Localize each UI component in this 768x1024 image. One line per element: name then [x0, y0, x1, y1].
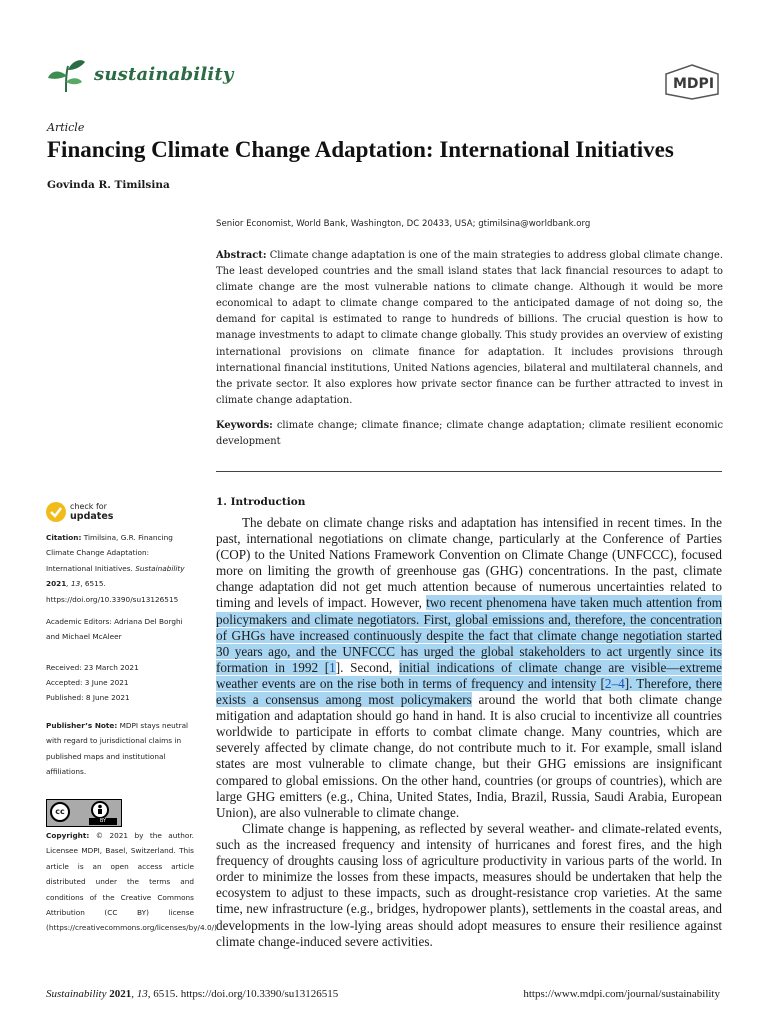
journal-logo-icon [46, 56, 86, 96]
citation-journal: Sustainability [135, 563, 185, 573]
received-date: Received: 23 March 2021 [46, 663, 139, 672]
publisher-note-text: MDPI stays neutral with regard to jurisdictional claims in published maps and institutional affiliations. [46, 721, 189, 777]
cc-by-label: BY [89, 818, 117, 825]
footer-journal: Sustainability [46, 988, 107, 1000]
highlight-segment-2: initial indications of climate change are visible—extreme weather events are on the rise both in terms of frequency and intensity [ [216, 659, 722, 691]
check-for-updates-icon [46, 502, 66, 522]
intro-paragraph-1 [216, 515, 722, 821]
footer-citation [46, 988, 338, 1000]
section-heading: 1. Introduction [216, 496, 306, 508]
paragraph-text: ]. Second, [335, 659, 400, 675]
copyright-text: © 2021 by the author. Licensee MDPI, Basel, Switzerland. This article is an open access article distributed under the terms and conditions of the Creative Commons Attribution (CC BY) license (https://creativecommons.org/licenses/by/4.0/). [46, 831, 220, 933]
accepted-date: Accepted: 3 June 2021 [46, 678, 129, 687]
footer-journal-url[interactable]: https://www.mdpi.com/journal/sustainability [523, 988, 720, 1000]
citation-block [46, 530, 196, 607]
copyright-notice [46, 828, 220, 936]
keywords [216, 418, 723, 450]
header-divider [216, 471, 722, 472]
footer-doi[interactable]: , 6515. https://doi.org/10.3390/su13126515 [147, 988, 339, 1000]
article-type: Article [47, 121, 85, 134]
keywords-text: climate change; climate finance; climate change adaptation; climate resilient economic development [216, 420, 723, 448]
publisher-name: MDPI [673, 76, 715, 92]
citation-text: Timilsina, G.R. Financing Climate Change Adaptation: International Initiatives. [46, 533, 173, 573]
paragraph-text: The debate on climate change risks and adaptation has intensified in recent times. In the past, international negotiations on climate change, particularly at the Conference of Parties (COP) to the United Nations Framework Convention on Climate Change (UNFCCC), focused more on limiting the growth of greenhouse gas (GHG) concentrations. In the past, climate change adaptation did not get much attention because of numerous uncertainties related to timing and levels of impact. However, [216, 515, 722, 611]
published-date: Published: 8 June 2021 [46, 693, 130, 702]
footer-volume: , 13 [131, 988, 148, 1000]
journal-name[interactable]: sustainability [94, 64, 234, 85]
citation-volume: , 13 [66, 579, 81, 589]
publisher-note [46, 718, 196, 780]
intro-paragraph-2: Climate change is happening, as reflected by several weather- and climate-related events, such as the increased frequency and intensity of hurricanes and forest fires, and the high frequency of droughts causing loss of agriculture productivity in various parts of the world. In order to minimize the losses from these impacts, measures should be undertaken that help the ecosystem to adjust to these impacts, such as drought-resistance crop varieties. At the same time, new infrastructure (e.g., bridges, hydropower plants), settlements in the coastal areas, and developments in the low-lying areas should adopt measures to ensure their resilience against climate change-induced severe activities. [216, 821, 722, 949]
citation-label: Citation: [46, 533, 82, 542]
check-for-updates-badge[interactable] [46, 502, 156, 526]
cc-icon: cc [50, 802, 70, 822]
check-for-updates-line2: updates [70, 511, 114, 522]
keywords-label: Keywords: [216, 420, 273, 431]
abstract [216, 248, 723, 409]
highlight-segment-3: ]. Therefore, there exists a consensus among most policymakers [216, 675, 722, 708]
paragraph-text: around the world that both climate change mitigation and adaptation should go hand in hand. It is also crucial to incentivize all countries worldwide to participate in efforts to combat climate change. Many countries, which are severely affected by climate change, do not contribute much to it. For example, small island states are most vulnerable to climate change, but their GHG emissions are insignificant compared to global emissions. On the other hand, countries (or groups of countries), which are large GHG emitters (e.g., China, United States, India, Brazil, Russia, Saudi Arabia, European Union), are also vulnerable to climate change. [216, 692, 722, 820]
publisher-note-label: Publisher’s Note: [46, 721, 118, 730]
academic-editors: Academic Editors: Adriana Del Borghi and Michael McAleer [46, 617, 183, 642]
highlight-segment-1: two recent phenomena have taken much attention from policymakers and climate negotiators. First, global emissions and, therefore, the concentration of GHGs have increased continuously despite the fact that climate change negotiation started 30 years ago, and the UNFCCC has urged the global stakeholders to act urgently since its formation in 1992 [ [216, 595, 722, 675]
publisher-logo[interactable] [664, 64, 720, 100]
copyright-label: Copyright: [46, 831, 90, 840]
check-for-updates-line1: check for [70, 502, 107, 511]
article-title: Financing Climate Change Adaptation: International Initiatives [47, 137, 674, 162]
cc-license-badge[interactable] [46, 799, 122, 827]
attribution-person-icon [91, 801, 109, 819]
author-affiliation: Senior Economist, World Bank, Washington, DC 20433, USA; gtimilsina@worldbank.org [216, 219, 591, 229]
citation-link[interactable]: 2–4 [604, 675, 625, 691]
citation-doi[interactable]: , 6515. https://doi.org/10.3390/su13126515 [46, 579, 179, 604]
citation-link[interactable]: 1 [329, 659, 336, 675]
abstract-label: Abstract: [216, 250, 267, 261]
footer-year: 2021 [106, 988, 132, 1000]
author-name: Govinda R. Timilsina [47, 179, 170, 191]
citation-year: 2021 [46, 579, 67, 589]
abstract-text: Climate change adaptation is one of the main strategies to address global climate change. The least developed countries and the small island states that lack financial resources to adapt to climate change are the most vulnerable nations to climate change. Although it would be more economical to adapt to climate change compared to the anticipated damage of not doing so, the demand for capital is estimated to range to hundreds of billions. The crucial question is how to manage investments to adapt to climate change globally. This study provides an overview of existing international provisions on climate finance for adaptation. It includes provisions through international financial institutions, United Nations agencies, bilateral and multilateral channels, and the private sector. It also explores how private sector finance can be further attracted to invest in climate change adaptation. [216, 250, 723, 406]
